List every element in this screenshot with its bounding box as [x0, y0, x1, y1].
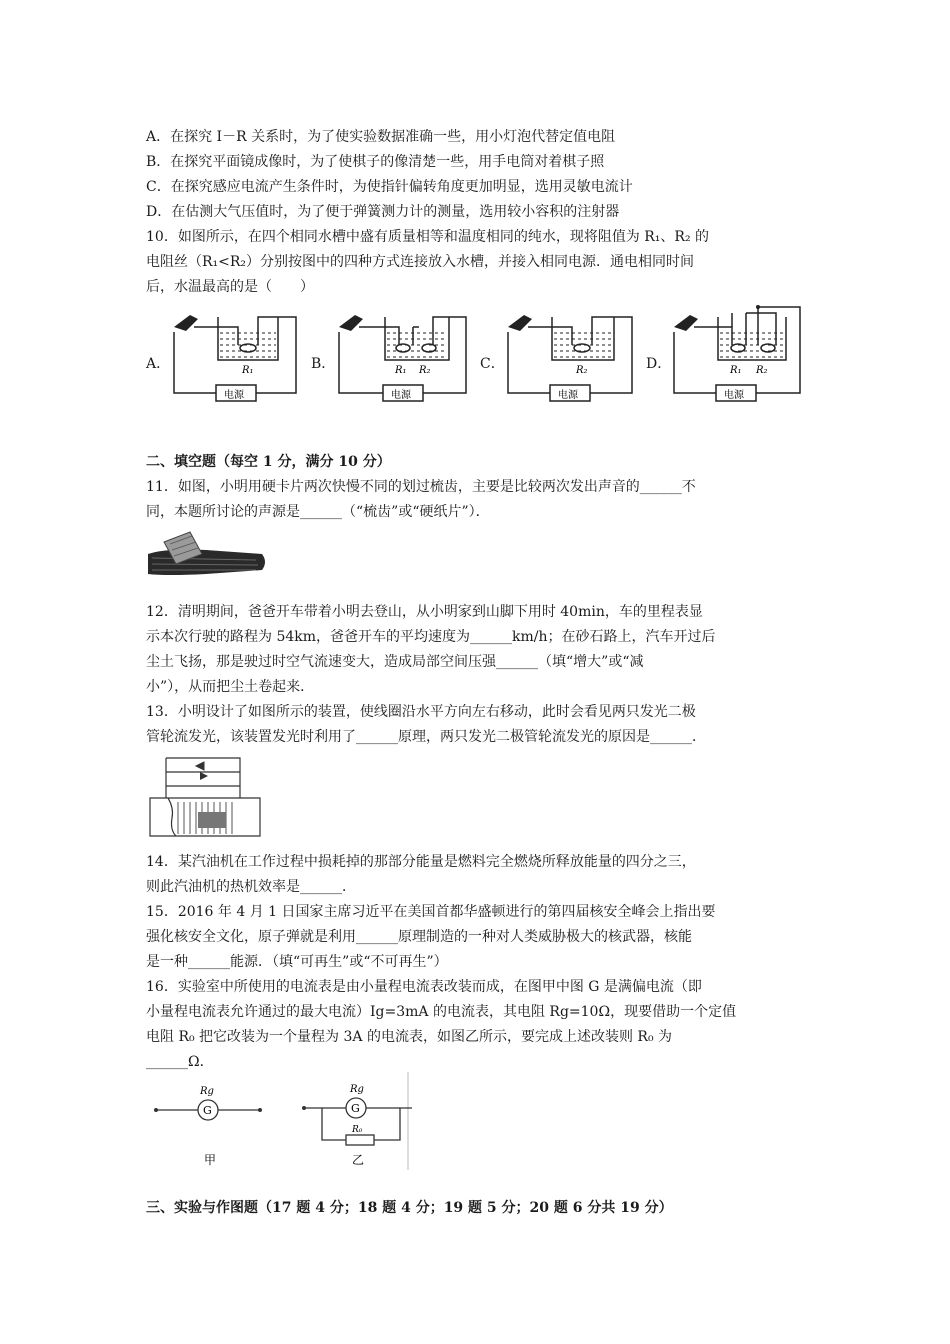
power-label: 电源: [558, 390, 578, 401]
g-meter-left: G: [203, 1104, 212, 1117]
comb-card-image: [146, 524, 268, 580]
power-label: 电源: [391, 390, 411, 401]
option-d: D．在估测大气压值时，为了便于弹簧测力计的测量，选用较小容积的注射器: [146, 204, 620, 220]
circuit-diagram-b: [311, 305, 476, 405]
circuit-diagram-a: [146, 305, 306, 405]
resistor-label: R₂: [419, 365, 431, 376]
q15-line-3: 是一种______能源．（填“可再生”或“不可再生”）: [146, 954, 448, 970]
q10-figure-d: [646, 305, 806, 405]
q16-line-2: 小量程电流表允许通过的最大电流）Ig=3mA 的电流表，其电阻 Rg=10Ω，现要借助一个定值: [146, 1004, 737, 1020]
q10-figures: [146, 305, 806, 405]
q12-line-2: 示本次行驶的路程为 54km，爸爸开车的平均速度为______km/h；在砂石路上，汽车开过后: [146, 629, 716, 645]
resistor-label: R₁: [242, 365, 254, 376]
coil-led-image: [146, 750, 264, 842]
circuit-diagram-d: [646, 305, 806, 405]
q14-line-1: 14．某汽油机在工作过程中损耗掉的那部分能量是燃料完全燃烧所释放能量的四分之三，: [146, 854, 696, 870]
resistor-label: R₂: [576, 365, 588, 376]
figure-letter: D．: [646, 356, 672, 372]
g-meter-right: G: [351, 1102, 360, 1115]
ammeter-figures: [146, 1072, 412, 1170]
q15-line-1: 15．2016 年 4 月 1 日国家主席习近平在美国首都华盛顿进行的第四届核安全峰会上指出要: [146, 904, 716, 920]
q10-figure-b: [311, 305, 476, 405]
q16-line-1: 16．实验室中所使用的电流表是由小量程电流表改装而成，在图甲中图 G 是满偏电流（即: [146, 979, 702, 995]
q12-line-4: 小”），从而把尘土卷起来．: [146, 679, 315, 695]
section-2-heading: 二、填空题（每空 1 分，满分 10 分）: [146, 454, 391, 470]
circuit-diagram-c: [480, 305, 640, 405]
power-label: 电源: [224, 390, 244, 401]
q16-line-4: ______Ω．: [146, 1054, 214, 1070]
q12-line-1: 12．清明期间，爸爸开车带着小明去登山，从小明家到山脚下用时 40min，车的里程表显: [146, 604, 703, 620]
q10-line-1: 10．如图所示，在四个相同水槽中盛有质量相等和温度相同的纯水，现将阻值为 R₁、R₂ 的: [146, 229, 710, 245]
q14-line-2: 则此汽油机的热机效率是______．: [146, 879, 356, 895]
option-a: A．在探究 I－R 关系时，为了使实验数据准确一些，用小灯泡代替定值电阻: [146, 129, 616, 145]
resistor-label: R₁: [395, 365, 407, 376]
r0-label: R₀: [352, 1125, 363, 1135]
q13-line-2: 管轮流发光，该装置发光时利用了______原理，两只发光二极管轮流发光的原因是______．: [146, 729, 706, 745]
power-label: 电源: [724, 390, 744, 401]
section-3-heading: 三、实验与作图题（17 题 4 分；18 题 4 分；19 题 5 分；20 题 6 分共 19 分）: [146, 1200, 673, 1216]
q11-line-1: 11．如图，小明用硬卡片两次快慢不同的划过梳齿，主要是比较两次发出声音的______不: [146, 479, 696, 495]
q10-figure-a: [146, 305, 306, 405]
resistor-label: R₂: [756, 365, 768, 376]
option-b: B．在探究平面镜成像时，为了使棋子的像清楚一些，用手电筒对着棋子照: [146, 154, 605, 170]
option-c: C．在探究感应电流产生条件时，为使指针偏转角度更加明显，选用灵敏电流计: [146, 179, 633, 195]
caption-jia: 甲: [204, 1153, 217, 1167]
resistor-label: R₁: [730, 365, 742, 376]
rg-label-left: Rg: [200, 1086, 214, 1097]
q10-line-2: 电阻丝（R₁<R₂）分别按图中的四种方式连接放入水槽，并接入相同电源．通电相同时间: [146, 254, 695, 270]
rg-label-right: Rg: [350, 1084, 364, 1095]
figure-letter: C．: [480, 356, 505, 372]
figure-letter: B．: [311, 356, 336, 372]
caption-yi: 乙: [352, 1153, 365, 1167]
q15-line-2: 强化核安全文化，原子弹就是利用______原理制造的一种对人类威胁极大的核武器，核能: [146, 929, 692, 945]
q13-line-1: 13．小明设计了如图所示的装置，使线圈沿水平方向左右移动，此时会看见两只发光二极: [146, 704, 696, 720]
q16-line-3: 电阻 R₀ 把它改装为一个量程为 3A 的电流表，如图乙所示，要完成上述改装则 R₀ 为: [146, 1029, 673, 1045]
q10-figure-c: [480, 305, 640, 405]
q11-line-2: 同，本题所讨论的声源是______（“梳齿”或“硬纸片”）．: [146, 504, 490, 520]
figure-letter: A．: [146, 356, 171, 372]
q12-line-3: 尘土飞扬，那是驶过时空气流速变大，造成局部空间压强______（填“增大”或“减: [146, 654, 644, 670]
q10-line-3: 后，水温最高的是（ ）: [146, 279, 314, 295]
